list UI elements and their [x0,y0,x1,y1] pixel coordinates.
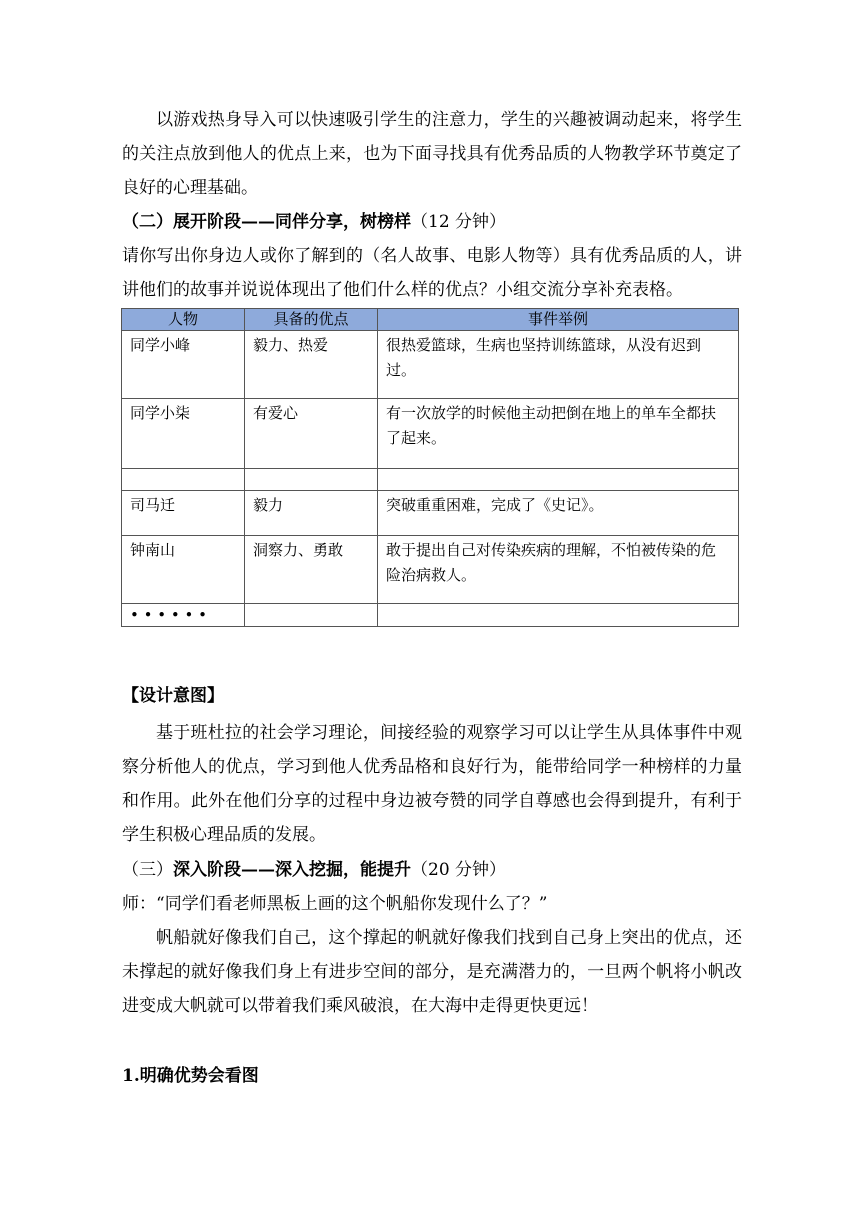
intro-paragraph: 以游戏热身导入可以快速吸引学生的注意力，学生的兴趣被调动起来，将学生的关注点放到他人的优点上来，也为下面寻找具有优秀品质的人物教学环节奠定了良好的心理基础。 [122,110,742,198]
section3-paragraph: 帆船就好像我们自己，这个撑起的帆就好像我们找到自己身上突出的优点，还未撑起的就好像我们身上有进步空间的部分，是充满潜力的，一旦两个帆将小帆改进变成大帆就可以带着我们乘风破浪，在大海中走得更快更远！ [122,928,742,1016]
cell-event [378,469,739,491]
cell-person: 同学小峰 [122,331,245,399]
merit-table [121,308,739,627]
table-row [122,536,739,604]
table-row [122,399,739,469]
section3-heading [122,853,506,887]
cell-merit: 洞察力、勇敢 [245,536,378,604]
section2-prompt: 请你写出你身边人或你了解到的（名人故事、电影人物等）具有优秀品质的人，讲讲他们的故事并说说体现出了他们什么样的优点？小组交流分享补充表格。 [122,246,742,300]
cell-merit: 毅力 [245,491,378,536]
teacher-line: 师：“同学们看老师黑板上画的这个帆船你发现什么了？” [122,894,548,914]
cell-person: 司马迁 [122,491,245,536]
header-person: 人物 [122,309,245,331]
cell-merit: 有爱心 [245,399,378,469]
cell-merit [245,604,378,627]
header-event: 事件举例 [378,309,739,331]
cell-person: • • • • • • [122,604,245,627]
table-header-row [122,309,739,331]
section2-heading-bold: （二）展开阶段——同伴分享，树榜样 [122,212,411,232]
cell-event [378,604,739,627]
subheading: 1.明确优势会看图 [122,1066,259,1086]
cell-merit: 毅力、热爱 [245,331,378,399]
cell-merit [245,469,378,491]
section2-heading-time: （12 分钟） [411,212,507,232]
section2-heading [122,205,506,239]
cell-person [122,469,245,491]
design-intent-title: 【设计意图】 [122,686,224,706]
section3-heading-time: （20 分钟） [411,860,507,880]
design-intent-body: 基于班杜拉的社会学习理论，间接经验的观察学习可以让学生从具体事件中观察分析他人的优点，学习到他人优秀品格和良好行为，能带给同学一种榜样的力量和作用。此外在他们分享的过程中身边被夸赞的同学自尊感也会得到提升，有利于学生积极心理品质的发展。 [122,723,742,845]
cell-event: 突破重重困难，完成了《史记》。 [378,491,739,536]
table-row [122,604,739,627]
section3-heading-bold: 深入阶段——深入挖掘，能提升 [173,860,411,880]
cell-person: 钟南山 [122,536,245,604]
table-row [122,469,739,491]
cell-event: 很热爱篮球，生病也坚持训练篮球，从没有迟到过。 [378,331,739,399]
section3-heading-prefix: （三） [122,860,173,880]
cell-person: 同学小柒 [122,399,245,469]
table-row [122,491,739,536]
cell-event: 有一次放学的时候他主动把倒在地上的单车全都扶了起来。 [378,399,739,469]
cell-event: 敢于提出自己对传染疾病的理解，不怕被传染的危险治病救人。 [378,536,739,604]
table-row [122,331,739,399]
header-merit: 具备的优点 [245,309,378,331]
